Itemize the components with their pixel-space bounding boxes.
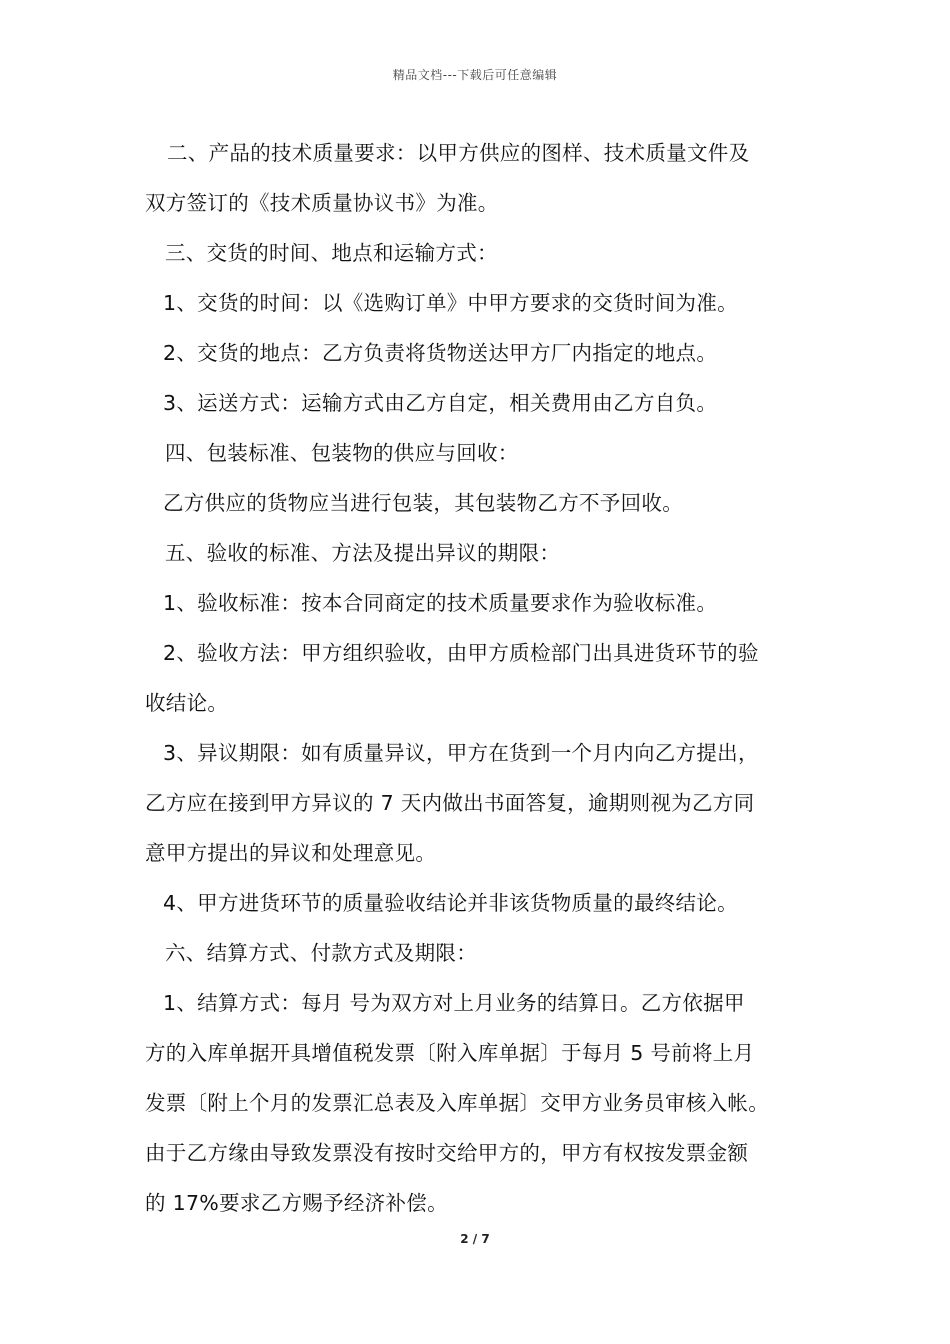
paragraph-line: 的 17%要求乙方赐予经济补偿。 [145,1191,448,1215]
paragraph-line: 双方签订的《技术质量协议书》为准。 [145,191,499,215]
paragraph-line: 乙方供应的货物应当进行包装，其包装物乙方不予回收。 [163,491,683,515]
paragraph-line: 2、交货的地点：乙方负责将货物送达甲方厂内指定的地点。 [163,341,718,365]
page-header: 精品文档---下载后可任意编辑 [392,68,558,82]
paragraph-line: 3、异议期限：如有质量异议，甲方在货到一个月内向乙方提出， [163,741,759,765]
paragraph-line: 1、验收标准：按本合同商定的技术质量要求作为验收标准。 [163,591,718,615]
paragraph-line: 发票〔附上个月的发票汇总表及入库单据〕交甲方业务员审核入帐。 [145,1091,769,1115]
paragraph-line: 收结论。 [145,691,229,715]
document-body [145,128,825,1228]
paragraph-line: 2、验收方法：甲方组织验收，由甲方质检部门出具进货环节的验 [163,641,759,665]
paragraph-line: 方的入库单据开具增值税发票〔附入库单据〕于每月 5 号前将上月 [145,1041,755,1065]
paragraph-line: 4、甲方进货环节的质量验收结论并非该货物质量的最终结论。 [163,891,738,915]
paragraph-line: 由于乙方缘由导致发票没有按时交给甲方的，甲方有权按发票金额 [145,1141,749,1165]
paragraph-line: 五、验收的标准、方法及提出异议的期限： [165,541,561,565]
paragraph-line: 二、产品的技术质量要求：以甲方供应的图样、技术质量文件及 [167,141,750,165]
page-number: 2 / 7 [460,1232,490,1246]
paragraph-line: 乙方应在接到甲方异议的 7 天内做出书面答复，逾期则视为乙方同 [145,791,755,815]
paragraph-line: 六、结算方式、付款方式及期限： [165,941,477,965]
paragraph-line: 3、运送方式：运输方式由乙方自定，相关费用由乙方自负。 [163,391,718,415]
paragraph-line: 1、结算方式：每月 号为双方对上月业务的结算日。乙方依据甲 [163,991,745,1015]
paragraph-line: 三、交货的时间、地点和运输方式： [165,241,498,265]
paragraph-line: 四、包装标准、包装物的供应与回收： [165,441,519,465]
paragraph-line: 意甲方提出的异议和处理意见。 [145,841,437,865]
paragraph-line: 1、交货的时间：以《选购订单》中甲方要求的交货时间为准。 [163,291,738,315]
